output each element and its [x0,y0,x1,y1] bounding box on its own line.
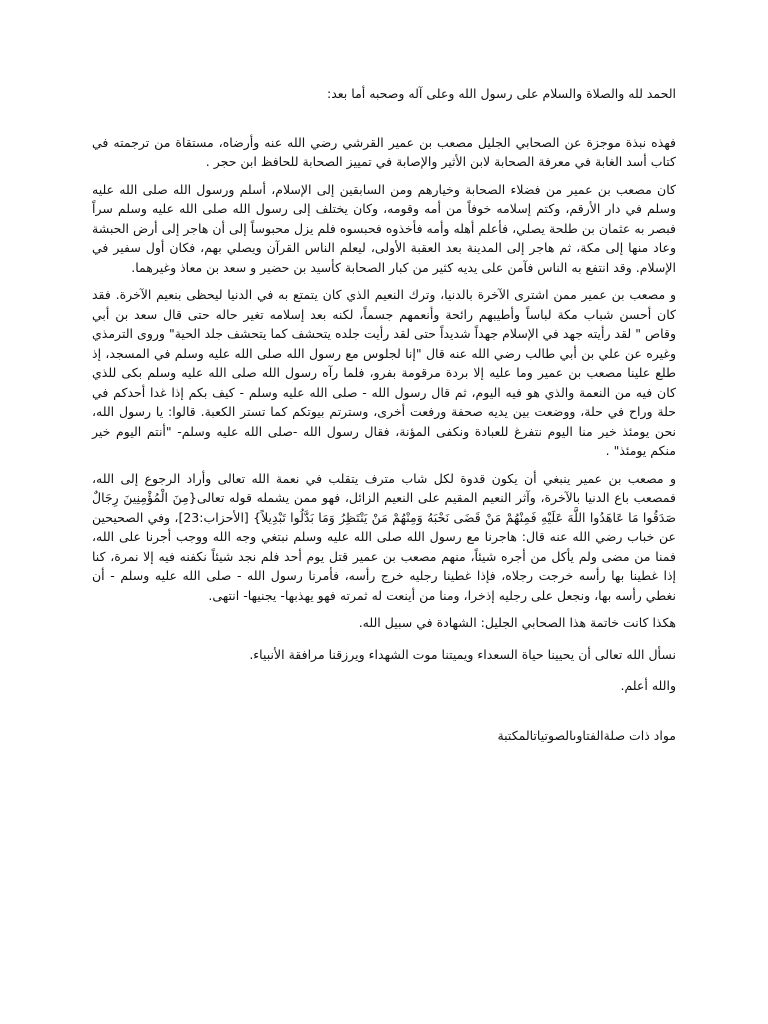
document-body [92,84,676,745]
intro-paragraph: فهذه نبذة موجزة عن الصحابي الجليل مصعب بن عمير القرشي رضي الله عنه وأرضاه، مستقاة من ترجمته في كتاب أسد الغابة في معرفة الصحابة لابن الأثير والإصابة في تمييز الصحابة للحافظ ابن حجر . [92,134,676,169]
related-materials-link[interactable]: مواد ذات صلةالفتاوىالصوتياتالمكتبة [497,727,676,743]
closing-martyrdom: هكذا كانت خاتمة هذا الصحابي الجليل: الشهادة في سبيل الله. [358,615,676,630]
paragraph-role-model: و مصعب بن عمير ينبغي أن يكون قدوة لكل شاب مترف يتقلب في نعمة الله تعالى وأراد الرجوع إلى الله، فمصعب باع الدنيا بالآخرة، وآثر النعيم المقيم على النعيم الزائل، فهو ممن يشمله قوله تعالى{مِنَ الْمُؤْمِنِينَ رِجَالٌ صَدَقُوا مَا عَاهَدُوا اللَّهَ عَلَيْهِ فَمِنْهُمْ مَنْ قَضَى نَحْبَهُ وَمِنْهُمْ مَنْ يَنْتَظِرُ وَمَا بَدَّلُوا تَبْدِيلاً} [الأحزاب:23]، وفي الصحيحين عن خباب رضي الله عنه قال: هاجرنا مع رسول الله صلى الله عليه وسلم نبتغي وجه الله ووجب أجرنا على الله، فمنا من مضى ولم يأكل من أجره شيئاً، منهم مصعب بن عمير قتل يوم أحد فلم نجد شيئاً نكفنه فيه إلا نمرة، كنا إذا غطينا بها رأسه خرجت رجلاه، فإذا غطينا رجليه خرج رأسه، فأمرنا رسول الله - صلى الله عليه وسلم - أن نغطي رأسه بها، ونجعل على رجليه إذخرا، ومنا من أينعت له ثمرته فهو يهذبها- يجنيها- انتهى. [92,470,676,603]
paragraph-early-islam: كان مصعب بن عمير من فضلاء الصحابة وخيارهم ومن السابقين إلى الإسلام، أسلم ورسول الله صلى الله عليه وسلم في دار الأرقم، وكتم إسلامه خوفاً من أمه وقومه، وكان يختلف إلى رسول الله صلى الله عليه وسلم سراً فبصر به عثمان بن طلحة يصلي، فأعلم أهله وأمه فأخذوه فحبسوه فلم يزل محبوساً إلى أن هاجر إلى أرض الحبشة وعاد منها إلى مكة، ثم هاجر إلى المدينة بعد العقبة الأولى، ليعلم الناس القرآن ويصلي بهم، فكان أول سفير في الإسلام. وقد انتفع به الناس فآمن على يديه كثير من كبار الصحابة كأسيد بن حضير و سعد بن معاذ وغيرهما. [92,181,676,275]
closing-allah-knows: والله أعلم. [620,678,676,693]
closing-supplication: نسأل الله تعالى أن يحيينا حياة السعداء ويميتنا موت الشهداء ويرزقنا مرافقة الأنبياء. [249,646,676,662]
opening-line: الحمد لله والصلاة والسلام على رسول الله وعلى آله وصحبه أما بعد: [327,86,676,101]
paragraph-hereafter: و مصعب بن عمير ممن اشترى الآخرة بالدنيا، وترك النعيم الذي كان يتمتع به في الدنيا ليحظى بنعيم الآخرة. فقد كان أحسن شباب مكة لباساً وأطيبهم رائحة وأنعمهم جسماً، لكنه بعد إسلامه تغير حاله حتى قال سعد بن أبي وقاص " لقد رأيته جهد في الإسلام جهداً شديداً حتى لقد رأيت جلده يتحشف كما يتحشف جلد الحية" وروى الترمذي وغيره عن علي بن أبي طالب رضي الله عنه قال "إنا لجلوس مع رسول الله صلى الله عليه وسلم في المسجد، إذ طلع علينا مصعب بن عمير وما عليه إلا بردة مرقومة بفرو، فلما رآه رسول الله صلى الله عليه وسلم بكى للذي كان فيه من النعمة والذي هو فيه اليوم، ثم قال رسول الله - صلى الله عليه وسلم - كيف بكم إذا غدا أحدكم في حلة وراح في حلة، ووضعت بين يديه صحفة ورفعت أخرى، وسترتم بيوتكم كما تستر الكعبة. قالوا: يا رسول الله، نحن يومئذ خير منا اليوم نتفرغ للعبادة ونكفى المؤنة، فقال رسول الله -صلى الله عليه وسلم- "أنتم اليوم خير منكم يومئذ" . [92,287,676,458]
